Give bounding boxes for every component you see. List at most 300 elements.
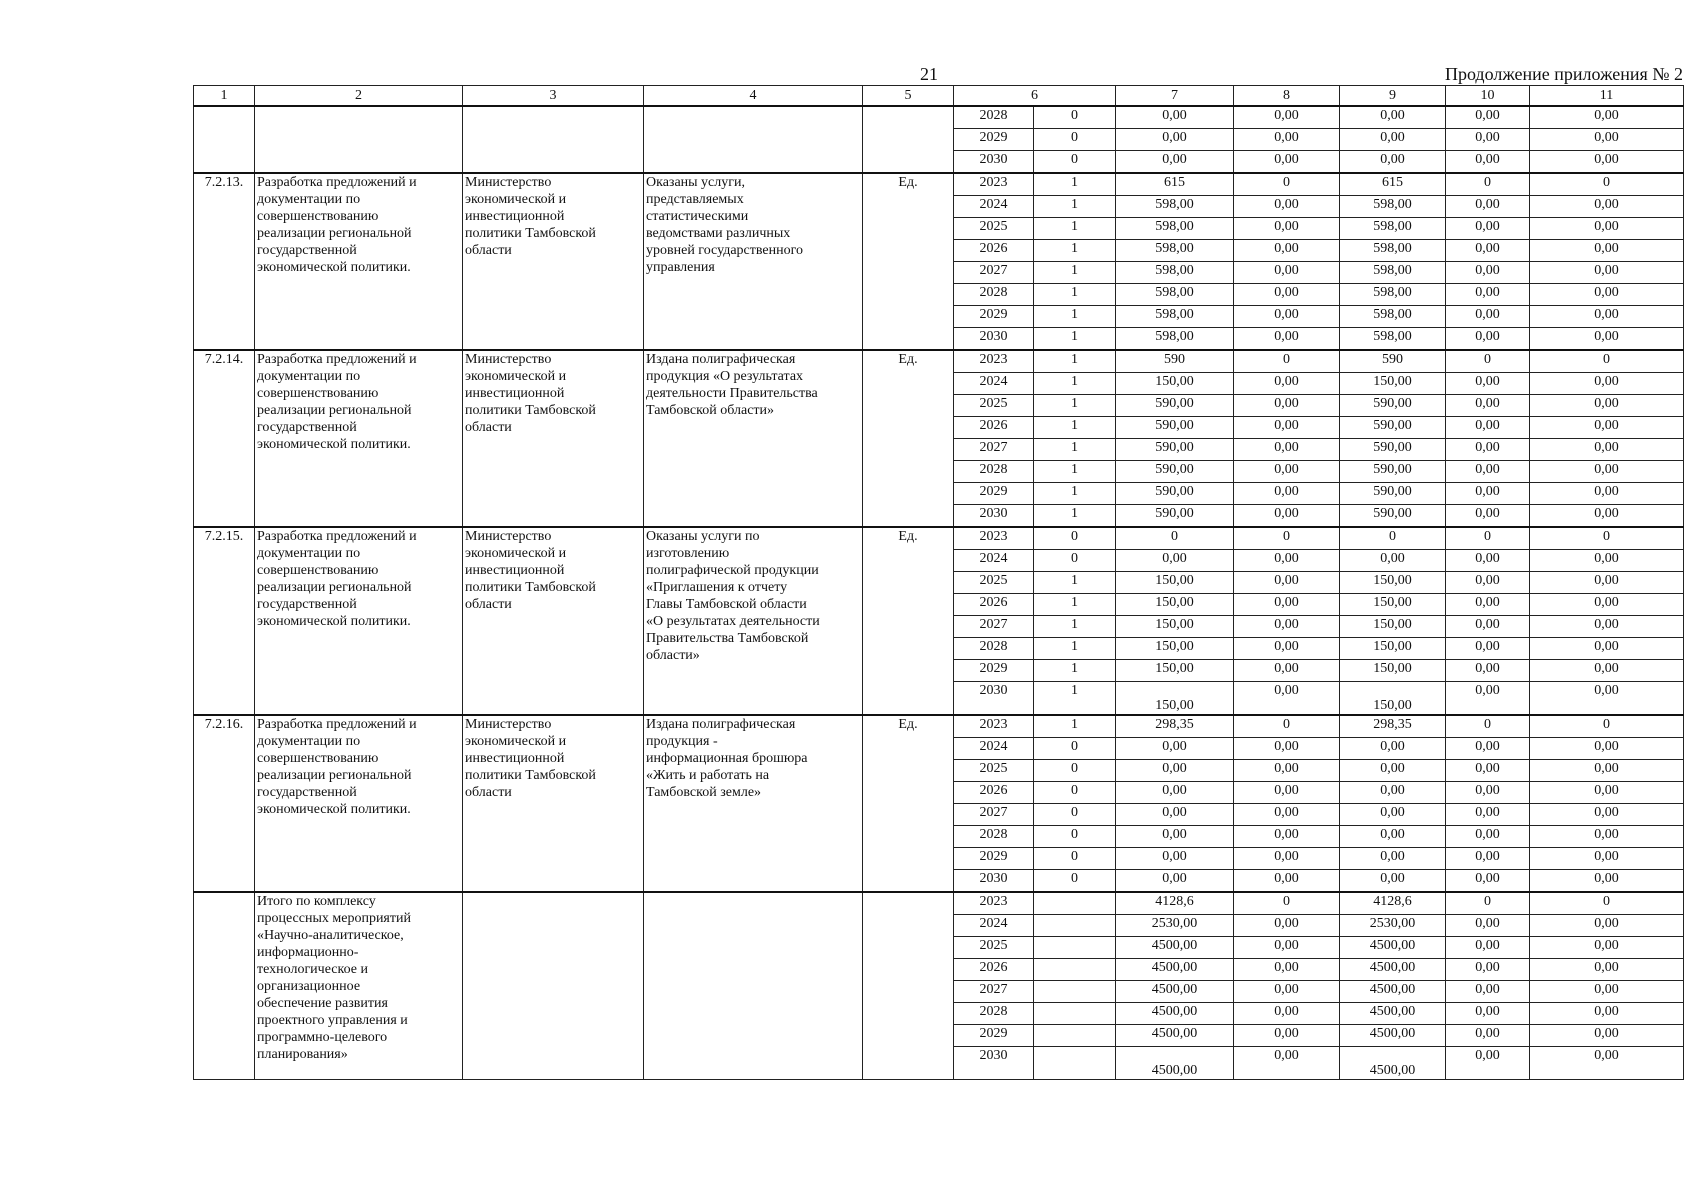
federal-budget: 0 (1234, 173, 1340, 196)
regional-budget: 2530,00 (1340, 915, 1446, 937)
table-row (194, 106, 1684, 129)
executor-line: политики Тамбовской (465, 226, 596, 241)
total-amount: 590,00 (1116, 461, 1234, 483)
local-budget: 0,00 (1446, 240, 1530, 262)
total-amount: 598,00 (1116, 262, 1234, 284)
activity-name-line: документации по (257, 192, 361, 207)
activity-code: 7.2.15. (194, 527, 255, 715)
result-line: продукция «О результатах (646, 369, 804, 384)
local-budget: 0,00 (1446, 284, 1530, 306)
activity-name-line: проектного управления и (257, 1013, 408, 1028)
federal-budget: 0,00 (1234, 151, 1340, 174)
year-cell: 2025 (954, 218, 1034, 240)
local-budget: 0,00 (1446, 782, 1530, 804)
result-line: Издана полиграфическая (646, 717, 796, 732)
indicator-value: 0 (1034, 129, 1116, 151)
indicator-value (1034, 937, 1116, 959)
executor-line: Министерство (465, 352, 552, 367)
year-cell: 2024 (954, 196, 1034, 218)
year-cell: 2029 (954, 660, 1034, 682)
unit: Ед. (863, 715, 954, 892)
year-cell: 2024 (954, 915, 1034, 937)
local-budget: 0,00 (1446, 572, 1530, 594)
other-sources: 0,00 (1530, 1003, 1684, 1025)
executor-line: области (465, 785, 512, 800)
local-budget: 0,00 (1446, 616, 1530, 638)
executor (463, 892, 644, 1080)
total-amount: 598,00 (1116, 284, 1234, 306)
activity-name-line: организационное (257, 979, 361, 994)
year-cell: 2028 (954, 284, 1034, 306)
indicator-value: 1 (1034, 461, 1116, 483)
col-header-10: 10 (1446, 86, 1530, 107)
year-cell: 2023 (954, 892, 1034, 915)
indicator-value: 0 (1034, 848, 1116, 870)
activity-code (194, 106, 255, 173)
result-line: «Жить и работать на (646, 768, 770, 783)
year-cell: 2029 (954, 129, 1034, 151)
regional-budget: 4500,00 (1340, 959, 1446, 981)
local-budget: 0,00 (1446, 417, 1530, 439)
local-budget: 0,00 (1446, 848, 1530, 870)
federal-budget: 0,00 (1234, 870, 1340, 893)
indicator-value: 0 (1034, 527, 1116, 550)
result-line: изготовлению (646, 546, 730, 561)
total-amount: 150,00 (1116, 660, 1234, 682)
other-sources: 0,00 (1530, 129, 1684, 151)
executor-line: Министерство (465, 175, 552, 190)
other-sources: 0 (1530, 892, 1684, 915)
regional-budget: 598,00 (1340, 196, 1446, 218)
other-sources: 0,00 (1530, 284, 1684, 306)
regional-budget: 590,00 (1340, 461, 1446, 483)
federal-budget: 0,00 (1234, 218, 1340, 240)
other-sources: 0,00 (1530, 594, 1684, 616)
activity-name-line: государственной (257, 785, 357, 800)
year-cell: 2028 (954, 106, 1034, 129)
federal-budget: 0,00 (1234, 306, 1340, 328)
activity-name-line: реализации региональной (257, 580, 412, 595)
other-sources: 0 (1530, 173, 1684, 196)
local-budget: 0,00 (1446, 1047, 1530, 1080)
total-amount: 0,00 (1116, 826, 1234, 848)
executor-line: экономической и (465, 369, 567, 384)
regional-budget: 0,00 (1340, 804, 1446, 826)
year-cell: 2027 (954, 262, 1034, 284)
other-sources: 0,00 (1530, 682, 1684, 716)
total-amount: 0 (1116, 527, 1234, 550)
indicator-value: 1 (1034, 594, 1116, 616)
executor-line: области (465, 420, 512, 435)
federal-budget: 0,00 (1234, 240, 1340, 262)
executor-line: инвестиционной (465, 386, 565, 401)
local-budget: 0,00 (1446, 262, 1530, 284)
executor-line: политики Тамбовской (465, 403, 596, 418)
federal-budget: 0,00 (1234, 1025, 1340, 1047)
other-sources: 0 (1530, 350, 1684, 373)
activity-name-line: документации по (257, 734, 361, 749)
activity-name-line: процессных мероприятий (257, 911, 411, 926)
indicator-value: 1 (1034, 572, 1116, 594)
activity-name-line: программно-целевого (257, 1030, 388, 1045)
federal-budget: 0,00 (1234, 660, 1340, 682)
unit: Ед. (863, 350, 954, 527)
col-header-7: 7 (1116, 86, 1234, 107)
indicator-value: 0 (1034, 782, 1116, 804)
regional-budget: 150,00 (1340, 638, 1446, 660)
year-cell: 2030 (954, 870, 1034, 893)
regional-budget: 4500,00 (1340, 937, 1446, 959)
regional-budget: 4500,00 (1340, 1047, 1446, 1080)
activity-name-line: совершенствованию (257, 209, 379, 224)
activity-name-line: планирования» (257, 1047, 348, 1062)
year-cell: 2026 (954, 594, 1034, 616)
year-cell: 2030 (954, 505, 1034, 528)
federal-budget: 0,00 (1234, 417, 1340, 439)
federal-budget: 0,00 (1234, 848, 1340, 870)
table-row (194, 892, 1684, 915)
result-line: области» (646, 648, 700, 663)
year-cell: 2029 (954, 483, 1034, 505)
total-amount: 150,00 (1116, 638, 1234, 660)
total-amount: 298,35 (1116, 715, 1234, 738)
regional-budget: 4128,6 (1340, 892, 1446, 915)
year-cell: 2028 (954, 461, 1034, 483)
unit: Ед. (863, 527, 954, 715)
activity-name (255, 106, 463, 173)
other-sources: 0,00 (1530, 760, 1684, 782)
table-row (194, 173, 1684, 196)
activity-name-line: совершенствованию (257, 563, 379, 578)
regional-budget: 0 (1340, 527, 1446, 550)
unit: Ед. (863, 173, 954, 350)
other-sources: 0,00 (1530, 738, 1684, 760)
regional-budget: 150,00 (1340, 373, 1446, 395)
federal-budget: 0,00 (1234, 981, 1340, 1003)
regional-budget: 590,00 (1340, 395, 1446, 417)
federal-budget: 0,00 (1234, 284, 1340, 306)
indicator-value: 1 (1034, 483, 1116, 505)
result-line: полиграфической продукции (646, 563, 819, 578)
local-budget: 0,00 (1446, 1003, 1530, 1025)
activity-code: 7.2.14. (194, 350, 255, 527)
total-amount: 2530,00 (1116, 915, 1234, 937)
local-budget: 0,00 (1446, 959, 1530, 981)
year-cell: 2025 (954, 572, 1034, 594)
local-budget: 0,00 (1446, 151, 1530, 174)
executor-line: Министерство (465, 529, 552, 544)
local-budget: 0,00 (1446, 804, 1530, 826)
executor-line: Министерство (465, 717, 552, 732)
regional-budget: 0,00 (1340, 760, 1446, 782)
result-line: деятельности Правительства (646, 386, 818, 401)
regional-budget: 298,35 (1340, 715, 1446, 738)
activity-name-line: Разработка предложений и (257, 717, 417, 732)
indicator-value: 1 (1034, 395, 1116, 417)
year-cell: 2026 (954, 782, 1034, 804)
col-header-6: 6 (954, 86, 1116, 107)
regional-budget: 150,00 (1340, 682, 1446, 716)
column-numbers-row (194, 86, 1684, 107)
federal-budget: 0,00 (1234, 826, 1340, 848)
other-sources: 0,00 (1530, 550, 1684, 572)
other-sources: 0,00 (1530, 218, 1684, 240)
federal-budget: 0,00 (1234, 638, 1340, 660)
unit (863, 106, 954, 173)
executor-line: области (465, 243, 512, 258)
local-budget: 0,00 (1446, 870, 1530, 893)
regional-budget: 0,00 (1340, 738, 1446, 760)
federal-budget: 0,00 (1234, 505, 1340, 528)
regional-budget: 0,00 (1340, 848, 1446, 870)
regional-budget: 4500,00 (1340, 1003, 1446, 1025)
total-amount: 590,00 (1116, 395, 1234, 417)
federal-budget: 0,00 (1234, 782, 1340, 804)
col-header-8: 8 (1234, 86, 1340, 107)
activity-name-line: совершенствованию (257, 386, 379, 401)
total-amount: 615 (1116, 173, 1234, 196)
result-description (644, 892, 863, 1080)
indicator-value: 1 (1034, 505, 1116, 528)
executor-line: инвестиционной (465, 563, 565, 578)
year-cell: 2030 (954, 151, 1034, 174)
total-amount: 0,00 (1116, 782, 1234, 804)
federal-budget: 0,00 (1234, 1003, 1340, 1025)
activity-name-line: государственной (257, 420, 357, 435)
local-budget: 0 (1446, 715, 1530, 738)
indicator-value (1034, 892, 1116, 915)
total-amount: 598,00 (1116, 306, 1234, 328)
other-sources: 0,00 (1530, 483, 1684, 505)
result-description (644, 715, 863, 892)
other-sources: 0,00 (1530, 417, 1684, 439)
total-amount: 150,00 (1116, 594, 1234, 616)
table-row (194, 350, 1684, 373)
total-amount: 150,00 (1116, 682, 1234, 716)
total-amount: 598,00 (1116, 218, 1234, 240)
year-cell: 2025 (954, 395, 1034, 417)
col-header-9: 9 (1340, 86, 1446, 107)
federal-budget: 0 (1234, 715, 1340, 738)
year-cell: 2029 (954, 306, 1034, 328)
indicator-value: 1 (1034, 284, 1116, 306)
year-cell: 2027 (954, 616, 1034, 638)
activity-name-line: Разработка предложений и (257, 529, 417, 544)
year-cell: 2026 (954, 959, 1034, 981)
regional-budget: 590,00 (1340, 417, 1446, 439)
total-amount: 150,00 (1116, 373, 1234, 395)
indicator-value: 1 (1034, 439, 1116, 461)
total-amount: 0,00 (1116, 870, 1234, 893)
total-amount: 4500,00 (1116, 1047, 1234, 1080)
table-row (194, 715, 1684, 738)
result-description (644, 527, 863, 715)
total-amount: 0,00 (1116, 848, 1234, 870)
indicator-value: 0 (1034, 870, 1116, 893)
result-line: Издана полиграфическая (646, 352, 796, 367)
col-header-5: 5 (863, 86, 954, 107)
col-header-4: 4 (644, 86, 863, 107)
result-line: «Приглашения к отчету (646, 580, 788, 595)
other-sources: 0,00 (1530, 328, 1684, 351)
year-cell: 2025 (954, 760, 1034, 782)
total-amount: 4500,00 (1116, 1025, 1234, 1047)
federal-budget: 0,00 (1234, 106, 1340, 129)
total-amount: 150,00 (1116, 616, 1234, 638)
activity-name-line: государственной (257, 597, 357, 612)
local-budget: 0,00 (1446, 129, 1530, 151)
total-amount: 0,00 (1116, 550, 1234, 572)
local-budget: 0,00 (1446, 461, 1530, 483)
indicator-value: 0 (1034, 151, 1116, 174)
activity-code (194, 892, 255, 1080)
local-budget: 0,00 (1446, 594, 1530, 616)
total-amount: 4500,00 (1116, 937, 1234, 959)
activity-code: 7.2.16. (194, 715, 255, 892)
local-budget: 0,00 (1446, 738, 1530, 760)
local-budget: 0,00 (1446, 682, 1530, 716)
indicator-value: 0 (1034, 106, 1116, 129)
regional-budget: 150,00 (1340, 594, 1446, 616)
federal-budget: 0,00 (1234, 616, 1340, 638)
total-amount: 590,00 (1116, 439, 1234, 461)
activity-name (255, 350, 463, 527)
federal-budget: 0,00 (1234, 959, 1340, 981)
other-sources: 0,00 (1530, 848, 1684, 870)
federal-budget: 0,00 (1234, 915, 1340, 937)
local-budget: 0,00 (1446, 760, 1530, 782)
indicator-value: 1 (1034, 196, 1116, 218)
regional-budget: 598,00 (1340, 262, 1446, 284)
activity-name-line: реализации региональной (257, 226, 412, 241)
indicator-value (1034, 915, 1116, 937)
indicator-value: 1 (1034, 616, 1116, 638)
federal-budget: 0 (1234, 350, 1340, 373)
executor-line: политики Тамбовской (465, 768, 596, 783)
federal-budget: 0,00 (1234, 594, 1340, 616)
indicator-value: 1 (1034, 660, 1116, 682)
federal-budget: 0 (1234, 527, 1340, 550)
regional-budget: 0,00 (1340, 151, 1446, 174)
total-amount: 590 (1116, 350, 1234, 373)
indicator-value (1034, 1003, 1116, 1025)
federal-budget: 0,00 (1234, 129, 1340, 151)
indicator-value: 1 (1034, 715, 1116, 738)
indicator-value: 0 (1034, 804, 1116, 826)
regional-budget: 4500,00 (1340, 1025, 1446, 1047)
federal-budget: 0,00 (1234, 196, 1340, 218)
result-line: информационная брошюра (646, 751, 808, 766)
col-header-1: 1 (194, 86, 255, 107)
federal-budget: 0,00 (1234, 572, 1340, 594)
total-amount: 0,00 (1116, 151, 1234, 174)
result-line: уровней государственного (646, 243, 803, 258)
federal-budget: 0,00 (1234, 738, 1340, 760)
executor-line: инвестиционной (465, 209, 565, 224)
activity-name-line: информационно- (257, 945, 359, 960)
federal-budget: 0,00 (1234, 461, 1340, 483)
local-budget: 0 (1446, 350, 1530, 373)
indicator-value: 1 (1034, 350, 1116, 373)
total-amount: 598,00 (1116, 196, 1234, 218)
regional-budget: 0,00 (1340, 550, 1446, 572)
other-sources: 0,00 (1530, 240, 1684, 262)
other-sources: 0,00 (1530, 106, 1684, 129)
local-budget: 0,00 (1446, 550, 1530, 572)
table-row (194, 527, 1684, 550)
year-cell: 2027 (954, 804, 1034, 826)
total-amount: 0,00 (1116, 760, 1234, 782)
page-number: 21 (920, 64, 938, 84)
budget-table (193, 85, 1684, 1080)
regional-budget: 590,00 (1340, 483, 1446, 505)
regional-budget: 0,00 (1340, 129, 1446, 151)
year-cell: 2028 (954, 1003, 1034, 1025)
regional-budget: 0,00 (1340, 106, 1446, 129)
other-sources: 0,00 (1530, 804, 1684, 826)
activity-name-line: технологическое и (257, 962, 368, 977)
col-header-11: 11 (1530, 86, 1684, 107)
year-cell: 2027 (954, 439, 1034, 461)
activity-name-line: Разработка предложений и (257, 175, 417, 190)
indicator-value: 1 (1034, 262, 1116, 284)
other-sources: 0,00 (1530, 870, 1684, 893)
result-line: Тамбовской земле» (646, 785, 762, 800)
federal-budget: 0,00 (1234, 1047, 1340, 1080)
regional-budget: 590,00 (1340, 439, 1446, 461)
indicator-value: 1 (1034, 682, 1116, 716)
result-description (644, 106, 863, 173)
total-amount: 598,00 (1116, 240, 1234, 262)
activity-name-line: «Научно-аналитическое, (257, 928, 404, 943)
executor-line: экономической и (465, 192, 567, 207)
total-amount: 590,00 (1116, 417, 1234, 439)
indicator-value: 0 (1034, 760, 1116, 782)
total-amount: 0,00 (1116, 738, 1234, 760)
continuation-caption: Продолжение приложения № 2 (1444, 64, 1683, 84)
year-cell: 2023 (954, 715, 1034, 738)
other-sources: 0,00 (1530, 981, 1684, 1003)
federal-budget: 0,00 (1234, 483, 1340, 505)
regional-budget: 590 (1340, 350, 1446, 373)
other-sources: 0,00 (1530, 395, 1684, 417)
regional-budget: 598,00 (1340, 328, 1446, 351)
year-cell: 2025 (954, 937, 1034, 959)
executor-line: политики Тамбовской (465, 580, 596, 595)
federal-budget: 0,00 (1234, 328, 1340, 351)
federal-budget: 0,00 (1234, 373, 1340, 395)
other-sources: 0 (1530, 715, 1684, 738)
unit (863, 892, 954, 1080)
total-amount: 590,00 (1116, 505, 1234, 528)
activity-name-line: совершенствованию (257, 751, 379, 766)
other-sources: 0,00 (1530, 373, 1684, 395)
local-budget: 0,00 (1446, 660, 1530, 682)
year-cell: 2027 (954, 981, 1034, 1003)
year-cell: 2030 (954, 682, 1034, 716)
federal-budget: 0,00 (1234, 395, 1340, 417)
year-cell: 2023 (954, 173, 1034, 196)
other-sources: 0,00 (1530, 638, 1684, 660)
result-line: Тамбовской области» (646, 403, 775, 418)
local-budget: 0,00 (1446, 826, 1530, 848)
regional-budget: 0,00 (1340, 870, 1446, 893)
other-sources: 0,00 (1530, 505, 1684, 528)
regional-budget: 4500,00 (1340, 981, 1446, 1003)
regional-budget: 150,00 (1340, 660, 1446, 682)
result-description (644, 350, 863, 527)
indicator-value: 1 (1034, 373, 1116, 395)
